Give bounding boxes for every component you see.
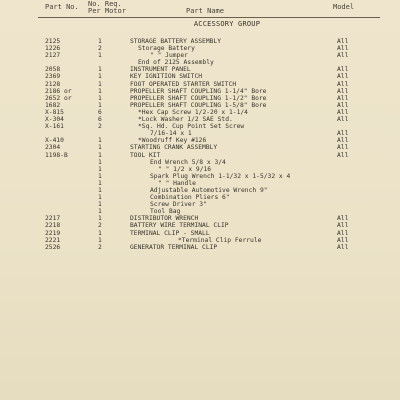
quantity: 1 [98,80,102,88]
part-number: 1682 [45,101,61,109]
part-name: " " Jumper [150,52,188,60]
section-title-text: ACCESSORY GROUP [193,20,261,28]
model: All [337,38,349,45]
table-row [0,159,400,166]
part-number: X-410 [45,137,64,145]
model: All [337,116,349,124]
header-no-req-line2: Per Motor [88,7,126,15]
part-name: *Terminal Clip Ferrule [178,236,262,244]
table-row [0,102,400,109]
quantity: 6 [98,108,102,116]
table-row [0,180,400,187]
quantity: 1 [98,101,102,109]
quantity: 1 [98,186,102,194]
part-number: 2221 [45,236,61,244]
table-row [0,237,400,244]
quantity: 1 [98,137,102,145]
quantity: 1 [98,208,102,216]
quantity: 2 [98,243,102,251]
part-name: STORAGE BATTERY ASSEMBLY [130,38,221,45]
quantity: 1 [98,66,102,74]
table-row [0,201,400,208]
quantity: 1 [98,144,102,152]
section-title [0,20,400,28]
quantity: 1 [98,165,102,173]
header-part-name: Part Name [186,7,224,15]
model: All [337,87,349,95]
quantity: 1 [98,87,102,95]
part-name: Tool Bag [150,208,181,216]
model: All [337,45,349,53]
quantity: 2 [98,222,102,230]
part-name: " " Handle [158,179,196,187]
model: All [337,243,349,251]
table-row [0,66,400,73]
part-number: X-815 [45,108,64,116]
part-name: TERMINAL CLIP - SMALL [130,229,210,237]
quantity: 1 [98,172,102,180]
model: All [337,101,349,109]
part-number: 2652 or [45,94,72,102]
part-name: DISTRIBUTOR WRENCH [130,215,199,223]
part-name: Adjustable Automotive Wrench 9" [150,186,268,194]
table-row [0,81,400,88]
part-name: PROPELLER SHAFT COUPLING 1-1/4" Bore [130,87,267,95]
table-row [0,45,400,52]
part-name: 7/16-14 x 1 [150,130,192,138]
table-row [0,88,400,95]
part-name: GENERATOR TERMINAL CLIP [130,243,218,251]
quantity: 1 [98,73,102,81]
table-row [0,109,400,116]
table-row [0,244,400,251]
part-name: *Hex Cap Screw 1/2-20 x 1-1/4 [138,108,248,116]
model: All [337,215,349,223]
header-model: Model [333,3,355,11]
header-part-no: Part No. [45,3,79,11]
part-name: BATTERY WIRE TERMINAL CLIP [130,222,229,230]
part-name: End of 2125 Assembly [138,59,214,67]
table-row [0,95,400,102]
quantity: 2 [98,123,102,131]
part-number: X-161 [45,123,64,131]
model: All [337,137,349,145]
quantity: 1 [98,194,102,202]
part-number: 2219 [45,229,61,237]
table-row [0,144,400,151]
part-number: 2127 [45,52,61,60]
part-number: 2186 or [45,87,72,95]
part-name: STARTING CRANK ASSEMBLY [130,144,218,152]
part-name: KEY IGNITION SWITCH [130,73,203,81]
model: All [337,108,349,116]
table-row [0,130,400,137]
model: All [337,130,349,138]
part-name: INSTRUMENT PANEL [130,66,191,74]
table-row [0,59,400,66]
quantity: 1 [98,158,102,166]
quantity: 2 [98,45,102,53]
quantity: 6 [98,116,102,124]
quantity: 1 [98,179,102,187]
part-number: X-304 [45,116,64,124]
part-name: TOOL KIT [130,151,161,159]
part-number: 2526 [45,243,61,251]
part-name: Spark Plug Wrench 1-1/32 x 1-5/32 x 4 [150,172,291,180]
part-name: " " 1/2 x 9/16 [158,165,212,173]
table-row [0,152,400,159]
part-number: 2304 [45,144,61,152]
part-name: Combination Pliers 6" [150,194,230,202]
table-row [0,194,400,201]
part-name: *Lock Washer 1/2 SAE Std. [138,116,233,124]
quantity: 1 [98,229,102,237]
table-row [0,230,400,237]
part-number: 2125 [45,38,61,45]
quantity: 1 [98,52,102,60]
table-row [0,187,400,194]
table-row [0,208,400,215]
table-row [0,222,400,229]
part-name: End Wrench 5/8 x 3/4 [150,158,226,166]
table-row [0,73,400,80]
part-name: PROPELLER SHAFT COUPLING 1-1/2" Bore [130,94,267,102]
model: All [337,229,349,237]
part-name: Storage Battery [138,45,195,53]
quantity: 1 [98,201,102,209]
part-name: Screw Driver 3" [150,201,207,209]
part-name: *Sq. Hd. Cup Point Set Screw [138,123,245,131]
part-number: 2058 [45,66,61,74]
quantity: 1 [98,94,102,102]
quantity: 1 [98,236,102,244]
table-row [0,173,400,180]
table-row [0,166,400,173]
model: All [337,66,349,74]
header-rule [38,17,380,18]
parts-table [0,38,400,251]
model: All [337,52,349,60]
header-no-req-line1: No. Req. [88,0,122,8]
quantity: 1 [98,215,102,223]
part-name: PROPELLER SHAFT COUPLING 1-5/8" Bore [130,101,267,109]
part-number: 1198-B [45,151,68,159]
table-row [0,123,400,130]
model: All [337,144,349,152]
model: All [337,80,349,88]
model: All [337,73,349,81]
part-number: 2369 [45,73,61,81]
part-number: 2218 [45,222,61,230]
part-number: 2128 [45,80,61,88]
table-row [0,116,400,123]
table-row [0,38,400,45]
table-row [0,52,400,59]
quantity: 1 [98,151,102,159]
part-name: FOOT OPERATED STARTER SWITCH [130,80,237,88]
quantity: 1 [98,38,102,45]
part-number: 1226 [45,45,61,53]
part-number: 2217 [45,215,61,223]
model: All [337,222,349,230]
model: All [337,94,349,102]
model: All [337,151,349,159]
table-row [0,215,400,222]
table-row [0,137,400,144]
part-name: *Woodruff Key #126 [138,137,207,145]
model: All [337,236,349,244]
